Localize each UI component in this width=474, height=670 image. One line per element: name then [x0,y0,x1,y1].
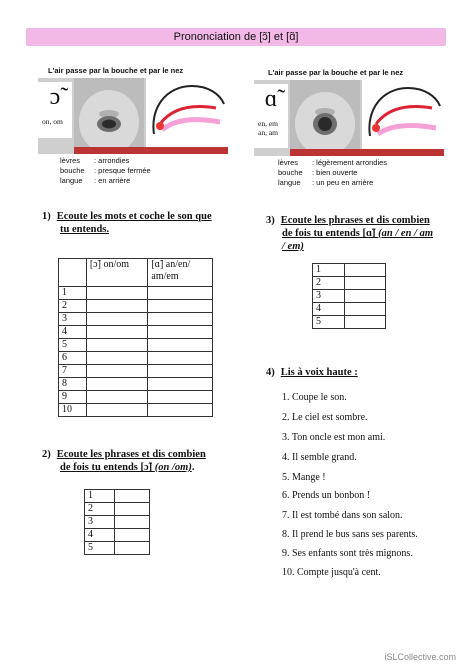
articulation-features [60,156,153,186]
row-number: 3 [313,290,345,303]
row-number: 7 [59,365,87,378]
feature-key: bouche [278,168,303,177]
answer-cell[interactable] [114,516,149,529]
feature-value: : arrondies [94,156,130,165]
list-item: 8. Il prend le bus sans ses parents. [282,529,418,540]
row-number: 5 [59,339,87,352]
answer-cell[interactable] [344,303,385,316]
phoneme-symbol: ɑ̃ [264,86,278,112]
column-header-line: [ɑ̃] an/en/ [151,259,191,270]
answer-cell[interactable] [86,339,148,352]
answer-cell[interactable] [148,352,213,365]
row-number: 5 [313,316,345,329]
feature-key: bouche [60,166,85,175]
answer-cell[interactable] [86,352,148,365]
exercise-instruction: de fois tu entends [ɑ̃] [282,228,379,239]
answer-cell[interactable] [344,316,385,329]
phoneme-symbol-box [254,84,288,148]
answer-cell[interactable] [86,300,148,313]
figure-on [38,66,228,186]
answer-cell[interactable] [344,277,385,290]
exercise-number: 2) [42,449,51,460]
exercise-punctuation: . [191,462,195,473]
list-item: 2. Le ciel est sombre. [282,412,368,423]
list-item: 6. Prends un bonbon ! [282,490,371,501]
answer-cell[interactable] [148,404,213,417]
answer-cell[interactable] [86,313,148,326]
vocal-tract-diagram [362,80,444,150]
feature-value: : un peu en arrière [312,178,374,187]
row-number: 2 [85,503,115,516]
row-number: 1 [313,264,345,277]
answer-cell[interactable] [148,365,213,378]
row-number: 8 [59,378,87,391]
exercise-1-heading [42,210,242,236]
list-item: 7. Il est tombé dans son salon. [282,510,403,521]
feature-key: lèvres [278,158,299,167]
answer-cell[interactable] [148,391,213,404]
exercise-spellings: (an / en / am [378,228,434,239]
answer-cell[interactable] [114,503,149,516]
answer-cell[interactable] [148,313,213,326]
spelling-line: en, em [258,119,278,128]
exercise-spellings: / em) [282,241,304,252]
feature-value: : presque fermée [94,166,151,175]
row-number: 9 [59,391,87,404]
list-item: 10. Compte jusqu'à cent. [282,567,381,578]
exercise-3-table [312,263,386,329]
feature-key: lèvres [60,156,81,165]
exercise-1-table [58,258,213,417]
phoneme-symbol-box [38,82,72,138]
exercise-instruction: Lis à voix haute : [280,367,358,378]
list-item: 3. Ton oncle est mon ami. [282,432,386,443]
exercise-spellings: (on /om) [154,462,192,473]
answer-cell[interactable] [86,287,148,300]
phoneme-symbol: ɔ̃ [49,84,61,110]
row-number: 1 [85,490,115,503]
answer-cell[interactable] [114,529,149,542]
exercise-2-table [84,489,150,555]
row-number: 5 [85,542,115,555]
exercise-instruction: de fois tu entends [ɔ̃] [60,462,155,473]
feature-value: : bien ouverte [312,168,358,177]
exercise-number: 4) [266,367,275,378]
exercise-4-heading [266,366,466,379]
answer-cell[interactable] [86,326,148,339]
exercise-number: 3) [266,215,275,226]
row-number: 1 [59,287,87,300]
spelling-line: an, am [258,128,278,137]
list-item: 9. Ses enfants sont très mignons. [282,548,413,559]
row-number: 6 [59,352,87,365]
list-item: 4. Il semble grand. [282,452,357,463]
answer-cell[interactable] [344,264,385,277]
list-item: 5. Mange ! [282,472,326,483]
column-header [148,259,213,287]
answer-cell[interactable] [148,378,213,391]
row-number: 4 [85,529,115,542]
answer-cell[interactable] [86,391,148,404]
answer-cell[interactable] [148,300,213,313]
image-watermark [290,149,444,156]
answer-cell[interactable] [114,542,149,555]
feature-value: : en arrière [94,176,131,185]
vocal-tract-diagram [146,78,228,148]
feature-key: langue [278,178,301,187]
row-number: 10 [59,404,87,417]
column-header: [ɔ̃] on/om [86,259,148,287]
row-number: 4 [313,303,345,316]
answer-cell[interactable] [86,378,148,391]
figure-an [254,68,444,188]
spelling-line: on, om [42,117,63,126]
image-watermark [74,147,228,154]
answer-cell[interactable] [148,287,213,300]
exercise-3-heading [266,214,466,253]
feature-key: langue [60,176,83,185]
exercise-number: 1) [42,211,51,222]
articulation-features [278,158,389,188]
answer-cell[interactable] [86,365,148,378]
mouth-image-panel [38,78,228,154]
list-item: 1. Coupe le son. [282,392,347,403]
column-header-line: am/em [151,271,179,282]
reading-sentences [282,392,462,582]
exercise-instruction: tu entends. [60,224,110,235]
row-number: 4 [59,326,87,339]
exercise-instruction: Ecoute les phrases et dis combien [280,215,430,226]
answer-cell[interactable] [114,490,149,503]
row-number: 3 [59,313,87,326]
mouth-photo [290,80,360,150]
figure-caption: L'air passe par la bouche et par le nez [268,68,404,77]
page-title: Prononciation de [ɔ̃] et [ɑ̃] [26,28,446,46]
figure-caption: L'air passe par la bouche et par le nez [48,66,184,75]
answer-cell[interactable] [148,339,213,352]
exercise-instruction: Ecoute les phrases et dis combien [56,449,206,460]
row-number: 3 [85,516,115,529]
feature-value: : légèrement arrondies [312,158,388,167]
answer-cell[interactable] [86,404,148,417]
exercise-2-heading [42,448,242,474]
table-corner [59,259,87,287]
exercise-instruction: Ecoute les mots et coche le son que [56,211,212,222]
site-logo: iSLCollective.com [384,652,456,662]
mouth-photo [74,78,144,148]
row-number: 2 [59,300,87,313]
row-number: 2 [313,277,345,290]
answer-cell[interactable] [148,326,213,339]
mouth-image-panel [254,80,444,156]
answer-cell[interactable] [344,290,385,303]
